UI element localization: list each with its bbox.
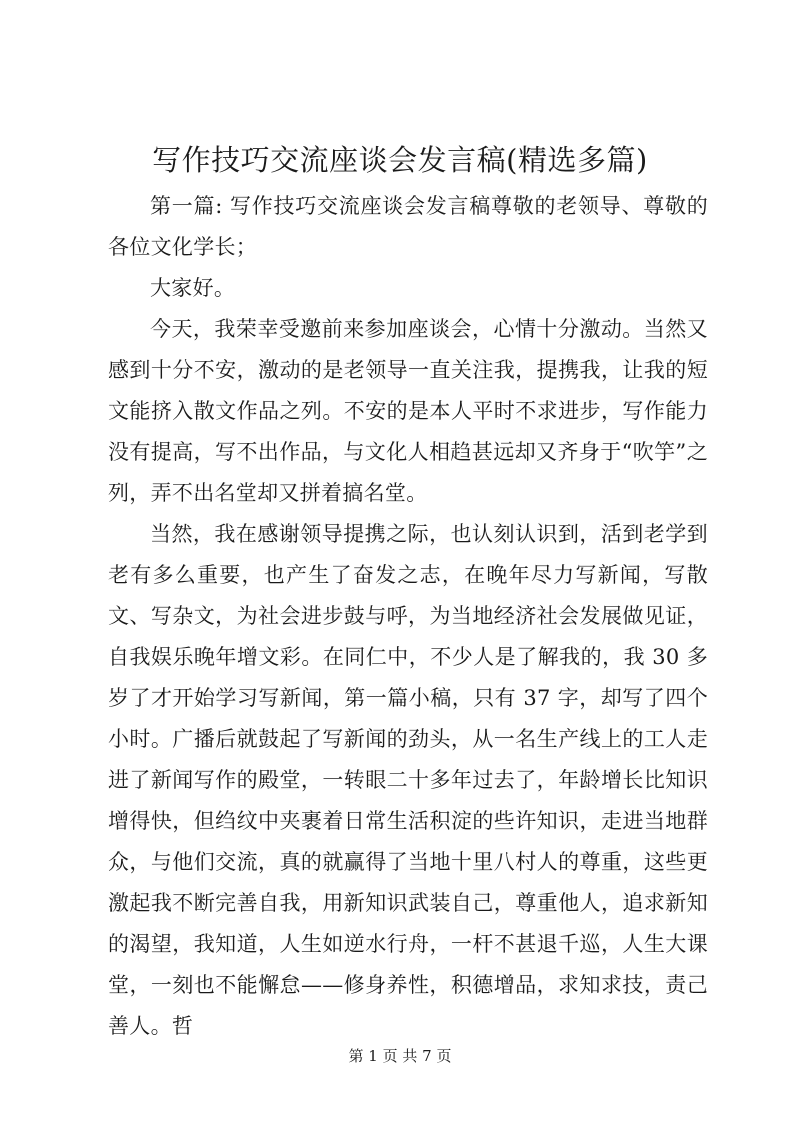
page-number-footer: 第 1 页 共 7 页	[348, 1047, 452, 1065]
paragraph-reflection: 当然，我在感谢领导提携之际，也认刻认识到，活到老学到老有多么重要，也产生了奋发之志，在晚年尽力写新闻，写散文、写杂文，为社会进步鼓与呼，为当地经济社会发展做见证，自我娱乐晚年增文彩。在同仁中，不少人是了解我的，我 30 多岁了才开始学习写新闻，第一篇小稿，只有 37 字，却写了四个小时。广播后就鼓起了写新闻的劲头，从一名生产线上的工人走进了新闻写作的殿堂，一转眼二十多年过去了，年龄增长比知识增得快，但绉纹中夹裹着日常生活积淀的些许知识，走进当地群众，与他们交流，真的就赢得了当地十里八村人的尊重，这些更激起我不断完善自我，用新知识武装自己，尊重他人，追求新知的渴望，我知道，人生如逆水行舟，一杆不甚退千巡，人生大课堂，一刻也不能懈怠——修身养性，积德增品，求知求技，责己善人。哲	[108, 522, 708, 1038]
paragraph-greeting: 大家好。	[150, 276, 236, 300]
page-title: 写作技巧交流座谈会发言稿(精选多篇)	[152, 143, 648, 177]
document-body	[108, 186, 708, 1047]
paragraph-feelings: 今天，我荣幸受邀前来参加座谈会，心情十分激动。当然又感到十分不安，激动的是老领导一直关注我，提携我，让我的短文能挤入散文作品之列。不安的是本人平时不求进步，写作能力没有提高，写不出作品，与文化人相趋甚远却又齐身于“吹竽”之列，弄不出名堂却又拼着搞名堂。	[108, 317, 708, 505]
paragraph-intro: 第一篇: 写作技巧交流座谈会发言稿尊敬的老领导、尊敬的各位文化学长；	[108, 194, 708, 259]
